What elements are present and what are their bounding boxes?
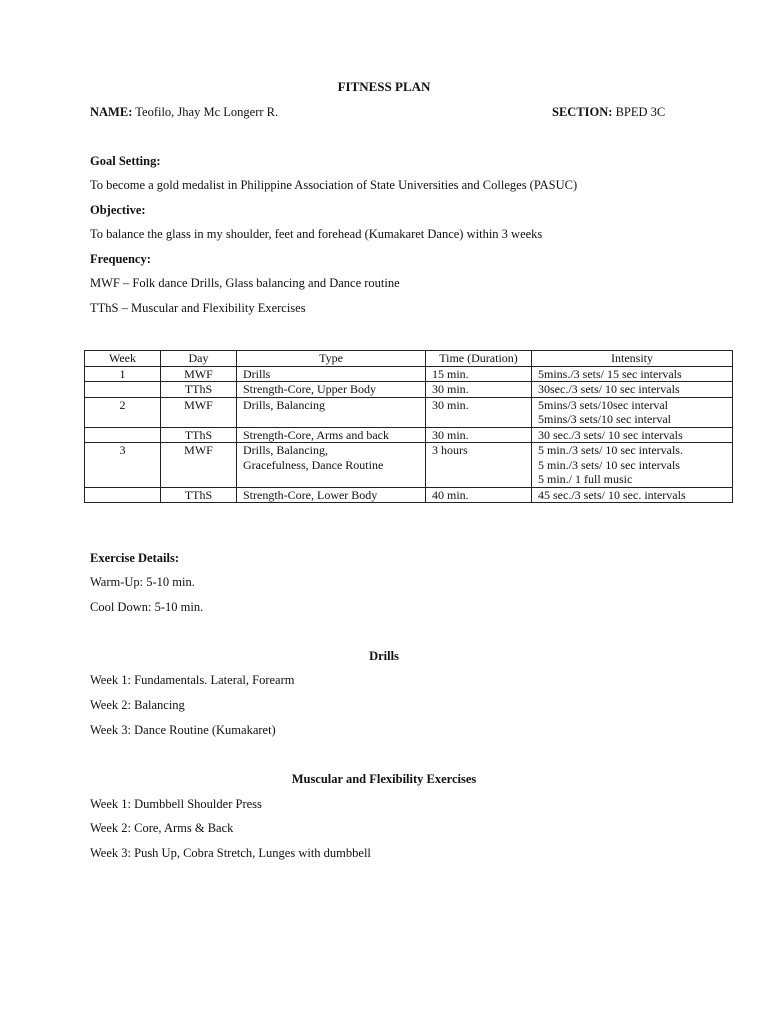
name-label: NAME:	[90, 105, 133, 119]
week-cell: 1	[85, 366, 161, 382]
muscular-heading: Muscular and Flexibility Exercises	[291, 772, 477, 786]
intensity-line: 45 sec./3 sets/ 10 sec. intervals	[538, 487, 686, 502]
time-cell: 3 hours	[426, 443, 532, 488]
type-line: Drills, Balancing	[243, 397, 325, 412]
drills-heading: Drills	[369, 649, 399, 663]
page-title: FITNESS PLAN	[337, 79, 431, 94]
week-cell	[85, 382, 161, 398]
warmup-text: Warm-Up: 5-10 min.	[90, 575, 195, 589]
fitness-plan-table	[84, 350, 733, 503]
intensity-line: 5 min./3 sets/ 10 sec intervals	[538, 457, 680, 472]
goal-heading: Goal Setting:	[90, 154, 161, 168]
type-line: Drills	[243, 366, 271, 381]
week-cell: 3	[85, 443, 161, 488]
intensity-line: 5mins./3 sets/ 15 sec intervals	[538, 366, 682, 381]
time-cell: 30 min.	[426, 427, 532, 443]
week-cell: 2	[85, 397, 161, 427]
muscular-item: Week 1: Dumbbell Shoulder Press	[90, 797, 262, 811]
type-cell	[237, 487, 426, 503]
section-value: BPED 3C	[615, 105, 666, 119]
name-value: Teofilo, Jhay Mc Longerr R.	[135, 105, 279, 119]
day-cell: TThS	[161, 382, 237, 398]
intensity-line: 5 min./3 sets/ 10 sec intervals.	[538, 443, 683, 457]
type-cell	[237, 397, 426, 427]
frequency-line: MWF – Folk dance Drills, Glass balancing and Dance routine	[90, 276, 400, 290]
type-cell	[237, 427, 426, 443]
type-line: Gracefulness, Dance Routine	[243, 457, 384, 472]
objective-text: To balance the glass in my shoulder, feet and forehead (Kumakaret Dance) within 3 weeks	[90, 227, 543, 241]
type-line: Strength-Core, Arms and back	[243, 427, 389, 442]
intensity-cell	[532, 427, 733, 443]
section-label: SECTION:	[552, 105, 613, 119]
day-cell: TThS	[161, 487, 237, 503]
frequency-heading: Frequency:	[90, 252, 151, 266]
frequency-line: TThS – Muscular and Flexibility Exercises	[90, 301, 306, 315]
drill-item: Week 3: Dance Routine (Kumakaret)	[90, 723, 276, 737]
day-cell: MWF	[161, 397, 237, 427]
table-header-row	[85, 351, 733, 367]
type-cell	[237, 443, 426, 488]
cooldown-text: Cool Down: 5-10 min.	[90, 600, 204, 614]
time-cell: 40 min.	[426, 487, 532, 503]
day-cell: MWF	[161, 366, 237, 382]
day-cell: MWF	[161, 443, 237, 488]
table-row	[85, 443, 733, 488]
goal-text: To become a gold medalist in Philippine Association of State Universities and Colleges (PASUC)	[90, 178, 578, 192]
objective-heading: Objective:	[90, 203, 146, 217]
day-cell: TThS	[161, 427, 237, 443]
table-row	[85, 487, 733, 503]
table-row	[85, 382, 733, 398]
intensity-line: 30 sec./3 sets/ 10 sec intervals	[538, 427, 683, 442]
intensity-line: 5mins/3 sets/10 sec interval	[538, 412, 671, 426]
intensity-line: 5 min./ 1 full music	[538, 472, 633, 486]
exercise-details-heading: Exercise Details:	[90, 551, 179, 565]
type-cell	[237, 366, 426, 382]
name-row	[90, 105, 278, 120]
time-cell: 30 min.	[426, 397, 532, 427]
type-line: Strength-Core, Upper Body	[243, 382, 376, 396]
table-header: Week	[85, 351, 161, 367]
table-header: Intensity	[532, 351, 733, 367]
drill-item: Week 2: Balancing	[90, 698, 185, 712]
intensity-cell	[532, 397, 733, 427]
intensity-cell	[532, 487, 733, 503]
intensity-line: 5mins/3 sets/10sec interval	[538, 397, 668, 412]
section-row	[552, 105, 665, 120]
table-row	[85, 427, 733, 443]
intensity-cell	[532, 366, 733, 382]
week-cell	[85, 487, 161, 503]
time-cell: 15 min.	[426, 366, 532, 382]
time-cell: 30 min.	[426, 382, 532, 398]
muscular-item: Week 2: Core, Arms & Back	[90, 821, 234, 835]
week-cell	[85, 427, 161, 443]
muscular-item: Week 3: Push Up, Cobra Stretch, Lunges with dumbbell	[90, 846, 371, 860]
table-header: Type	[237, 351, 426, 367]
type-line: Strength-Core, Lower Body	[243, 487, 378, 502]
drill-item: Week 1: Fundamentals. Lateral, Forearm	[90, 673, 295, 687]
table-header: Time (Duration)	[426, 351, 532, 367]
intensity-cell	[532, 382, 733, 398]
type-line: Drills, Balancing,	[243, 443, 328, 457]
type-cell	[237, 382, 426, 398]
intensity-cell	[532, 443, 733, 488]
table-row	[85, 366, 733, 382]
table-header: Day	[161, 351, 237, 367]
intensity-line: 30sec./3 sets/ 10 sec intervals	[538, 382, 680, 396]
table-row	[85, 397, 733, 427]
